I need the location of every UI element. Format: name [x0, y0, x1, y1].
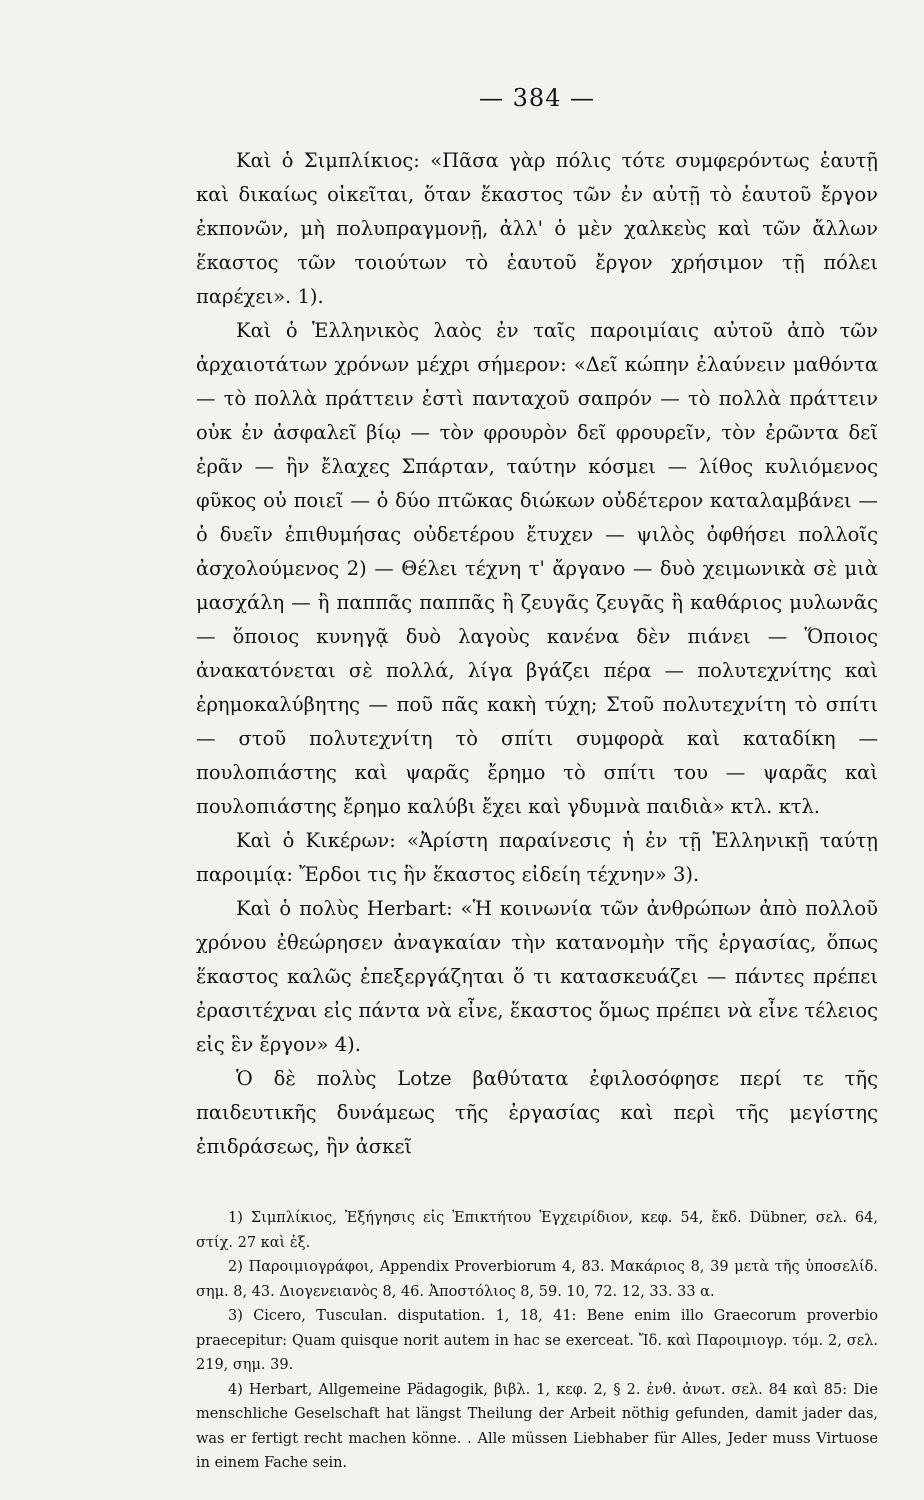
- footnote-2: 2) Παροιμιογράφοι, Appendix Proverbiorum 4, 83. Μακάριος 8, 39 μετὰ τῆς ὑποσελίδ. σημ. 8, 43. Διογενειανὸς 8, 46. Ἀποστόλιος 8, 59. 10, 72. 12, 33. 33 α.: [196, 1259, 878, 1300]
- paragraph-herbart: Καὶ ὁ πολὺς Herbart: «Ἡ κοινωνία τῶν ἀνθρώπων ἀπὸ πολλοῦ χρόνου ἐθεώρησεν ἀναγκαίαν τὴν κατανομὴν τῆς ἐργασίας, ὅπως ἕκαστος καλῶς ἐπεξεργάζηται ὅ τι κατασκευάζει — πάντες πρέπει ἐρασιτέχναι εἰς πάντα νὰ εἶνε, ἕκαστος ὅμως πρέπει νὰ εἶνε τέλειος εἰς ἓν ἔργον» 4).: [196, 897, 878, 1056]
- paragraph-simplicius: Καὶ ὁ Σιμπλίκιος: «Πᾶσα γὰρ πόλις τότε συμφερόντως ἑαυτῇ καὶ δικαίως οἰκεῖται, ὅταν ἕκαστος τῶν ἐν αὐτῇ τὸ ἑαυτοῦ ἔργον ἐκπονῶν, μὴ πολυπραγμονῇ, ἀλλ' ὁ μὲν χαλκεὺς καὶ τῶν ἄλλων ἕκαστος τῶν τοιούτων τὸ ἑαυτοῦ ἔργον χρήσιμον τῇ πόλει παρέχει». 1).: [196, 149, 878, 308]
- footnote-3: 3) Cicero, Tusculan. disputation. 1, 18, 41: Bene enim illo Graecorum proverbio praecepitur: Quam quisque norit autem in hac se exerceat. Ἴδ. καὶ Παροιμιογρ. τόμ. 2, σελ. 219, σημ. 39.: [196, 1308, 878, 1373]
- page-number: — 384 —: [478, 84, 596, 112]
- footnote-1: 1) Σιμπλίκιος, Ἐξήγησις εἰς Ἐπικτήτου Ἐγχειρίδιον, κεφ. 54, ἔκδ. Dübner, σελ. 64, στίχ. 27 καὶ ἑξ.: [196, 1210, 878, 1251]
- footnotes: [196, 1206, 878, 1476]
- body-text: [196, 144, 878, 1164]
- paragraph-greek-proverbs: Καὶ ὁ Ἑλληνικὸς λαὸς ἐν ταῖς παροιμίαις αὐτοῦ ἀπὸ τῶν ἀρχαιοτάτων χρόνων μέχρι σήμερον: «Δεῖ κώπην ἐλαύνειν μαθόντα — τὸ πολλὰ πράττειν ἐστὶ πανταχοῦ σαπρόν — τὸ πολλὰ πράττειν οὐκ ἐν ἀσφαλεῖ βίῳ — τὸν φρουρὸν δεῖ φρουρεῖν, τὸν ἐρῶντα δεῖ ἐρᾶν — ἣν ἔλαχες Σπάρταν, ταύτην κόσμει — λίθος κυλιόμενος φῦκος οὐ ποιεῖ — ὁ δύο πτῶκας διώκων οὐδέτερον καταλαμβάνει — ὁ δυεῖν ἐπιθυμήσας οὐδετέρου ἔτυχεν — ψιλὸς ὀφθήσει πολλοῖς ἀσχολούμενος 2) — Θέλει τέχνη τ' ἄργανο — δυὸ χειμωνικὰ σὲ μιὰ μασχάλη — ἢ παππᾶς παππᾶς ἢ ζευγᾶς ζευγᾶς ἢ καθάριος μυλωνᾶς — ὅποιος κυνηγᾷ δυὸ λαγοὺς κανένα δὲν πιάνει — Ὅποιος ἀνακατόνεται σὲ πολλά, λίγα βγάζει πέρα — πολυτεχνίτης καὶ ἐρημοκαλύβητης — ποῦ πᾶς κακὴ τύχη; Στοῦ πολυτεχνίτη τὸ σπίτι — στοῦ πολυτεχνίτη τὸ σπίτι συμφορὰ καὶ καταδίκη — πουλοπιάστης καὶ ψαρᾶς ἔρημο τὸ σπίτι του — ψαρᾶς καὶ πουλοπιάστης ἔρημο καλύβι ἔχει καὶ γδυμνὰ παιδιὰ» κτλ. κτλ.: [196, 319, 878, 818]
- paragraph-cicero: Καὶ ὁ Κικέρων: «Ἀρίστη παραίνεσις ἡ ἐν τῇ Ἑλληνικῇ ταύτῃ παροιμίᾳ: Ἔρδοι τις ἣν ἕκαστος εἰδείη τέχνην» 3).: [196, 829, 878, 886]
- paragraph-lotze: Ὁ δὲ πολὺς Lotze βαθύτατα ἐφιλοσόφησε περί τε τῆς παιδευτικῆς δυνάμεως τῆς ἐργασίας καὶ περὶ τῆς μεγίστης ἐπιδράσεως, ἣν ἀσκεῖ: [196, 1067, 878, 1158]
- footnote-4: 4) Herbart, Allgemeine Pädagogik, βιβλ. 1, κεφ. 2, § 2. ἐνθ. ἀνωτ. σελ. 84 καὶ 85: Die menschliche Geselschaft hat längst Theilung der Arbeit nöthig gefunden, damit jader das, was er fertigt recht machen könne. . Alle müssen Liebhaber für Alles, Jeder muss Virtuose in einem Fache sein.: [196, 1381, 878, 1471]
